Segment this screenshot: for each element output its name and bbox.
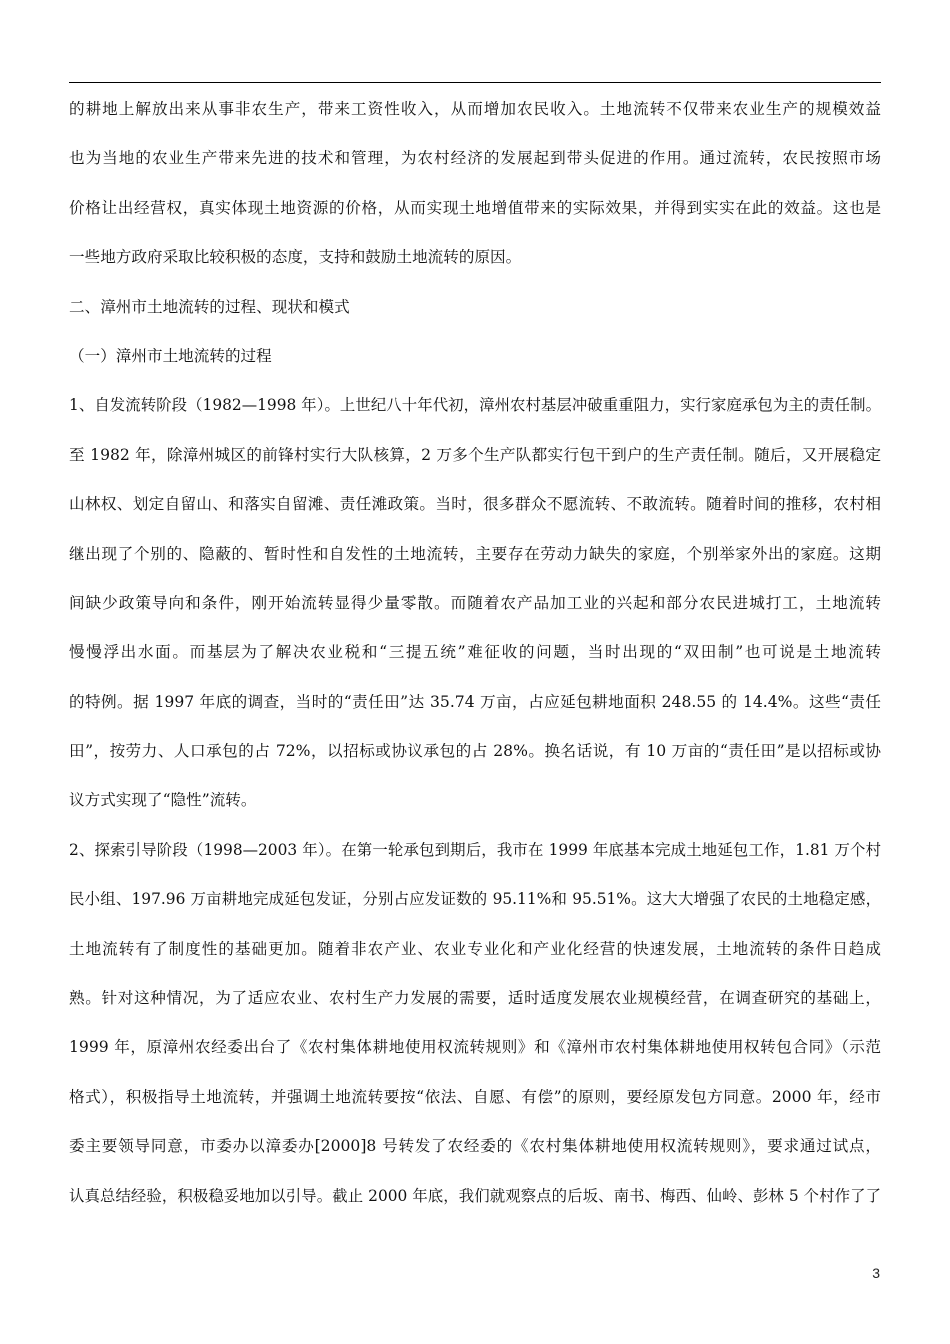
text-line: 间缺少政策导向和条件，刚开始流转显得少量零散。而随着农产品加工业的兴起和部分农民进城打工，土地流转 <box>69 593 881 612</box>
text-line: 认真总结经验，积极稳妥地加以引导。截止 2000 年底，我们就观察点的后坂、南书、梅西、仙岭、彭林 5 个村作了了 <box>69 1186 881 1205</box>
text-line: 议方式实现了“隐性”流转。 <box>69 791 257 810</box>
page-number: 3 <box>872 1265 880 1281</box>
text-line: 山林权、划定自留山、和落实自留滩、责任滩政策。当时，很多群众不愿流转、不敢流转。随着时间的推移，农村相 <box>69 495 881 514</box>
text-line: 的特例。据 1997 年底的调查，当时的“责任田”达 35.74 万亩，占应延包耕地面积 248.55 的 14.4%。这些“责任 <box>69 692 881 711</box>
text-line: 委主要领导同意，市委办以漳委办[2000]8 号转发了农经委的《农村集体耕地使用权流转规则》，要求通过试点， <box>69 1137 881 1156</box>
text-line: 也为当地的农业生产带来先进的技术和管理，为农村经济的发展起到带头促进的作用。通过流转，农民按照市场 <box>69 149 881 168</box>
header-rule <box>69 82 881 83</box>
text-line: 土地流转有了制度性的基础更加。随着非农产业、农业专业化和产业化经营的快速发展，土地流转的条件日趋成 <box>69 939 881 958</box>
text-line: 价格让出经营权，真实体现土地资源的价格，从而实现土地增值带来的实际效果，并得到实实在此的效益。这也是 <box>69 198 881 217</box>
text-line: 继出现了个别的、隐蔽的、暂时性和自发性的土地流转，主要存在劳动力缺失的家庭，个别举家外出的家庭。这期 <box>69 544 881 563</box>
text-line: 1、自发流转阶段（1982—1998 年）。上世纪八十年代初，漳州农村基层冲破重重阻力，实行家庭承包为主的责任制。 <box>69 396 881 415</box>
text-line: 熟。针对这种情况，为了适应农业、农村生产力发展的需要，适时适度发展农业规模经营，在调查研究的基础上， <box>69 989 881 1008</box>
text-line: 田”，按劳力、人口承包的占 72%，以招标或协议承包的占 28%。换名话说，有 10 万亩的“责任田”是以招标或协 <box>69 742 881 761</box>
subsection-heading: （一）漳州市土地流转的过程 <box>69 346 272 365</box>
body-text <box>69 90 881 1226</box>
text-line: 1999 年，原漳州农经委出台了《农村集体耕地使用权流转规则》和《漳州市农村集体耕地使用权转包合同》（示范 <box>69 1038 881 1057</box>
text-line: 一些地方政府采取比较积极的态度，支持和鼓励土地流转的原因。 <box>69 248 522 267</box>
text-line: 民小组、197.96 万亩耕地完成延包发证，分别占应发证数的 95.11%和 95.51%。这大大增强了农民的土地稳定感， <box>69 890 881 909</box>
text-line: 至 1982 年，除漳州城区的前锋村实行大队核算，2 万多个生产队都实行包干到户的生产责任制。随后，又开展稳定 <box>69 445 881 464</box>
text-line: 格式），积极指导土地流转，并强调土地流转要按“依法、自愿、有偿”的原则，要经原发包方同意。2000 年，经市 <box>69 1087 881 1106</box>
text-line: 慢慢浮出水面。而基层为了解决农业税和“三提五统”难征收的问题，当时出现的“双田制”也可说是土地流转 <box>69 643 881 662</box>
text-line: 2、探索引导阶段（1998—2003 年）。在第一轮承包到期后，我市在 1999 年底基本完成土地延包工作，1.81 万个村 <box>69 840 881 859</box>
text-line: 的耕地上解放出来从事非农生产，带来工资性收入，从而增加农民收入。土地流转不仅带来农业生产的规模效益 <box>69 100 881 118</box>
section-heading: 二、漳州市土地流转的过程、现状和模式 <box>69 297 350 316</box>
